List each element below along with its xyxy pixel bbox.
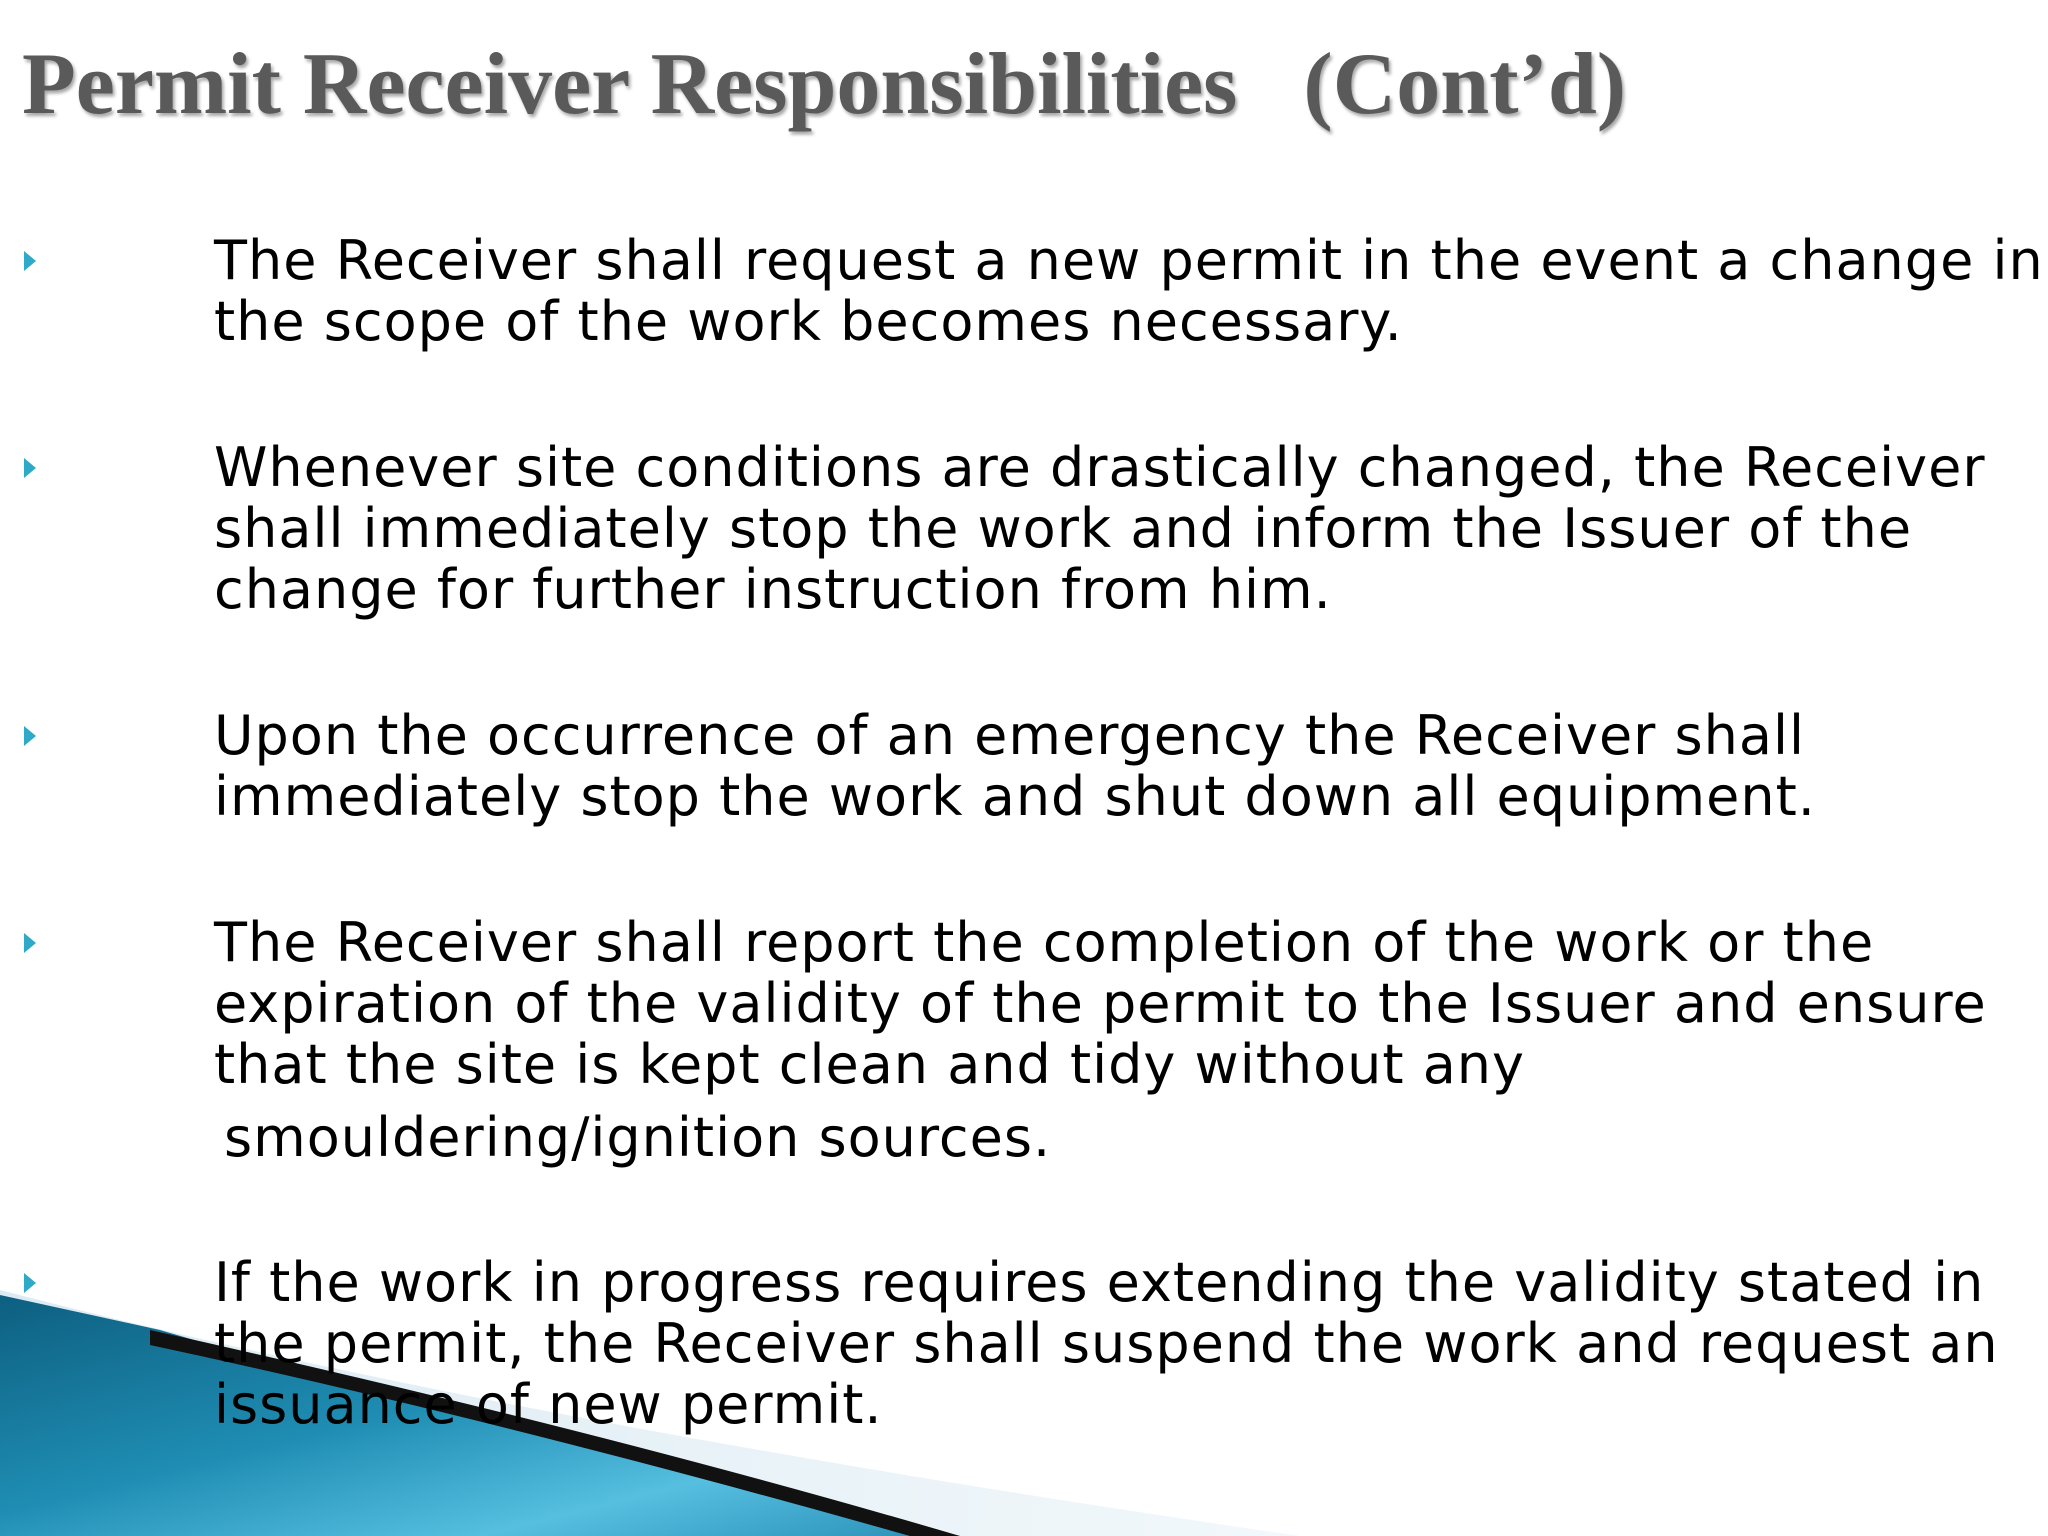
bullet-line: expiration of the validity of the permit to the Issuer and ensure xyxy=(214,972,1987,1035)
bullet-line: shall immediately stop the work and inform the Issuer of the xyxy=(214,497,1913,560)
triangle-right-icon xyxy=(24,726,36,746)
bullet-line: If the work in progress requires extending the validity stated in xyxy=(214,1251,1985,1314)
bullet-text xyxy=(214,437,2034,620)
bullet-line: Upon the occurrence of an emergency the Receiver shall xyxy=(214,704,1805,767)
triangle-right-icon xyxy=(24,251,36,271)
bullet-line: issuance of new permit. xyxy=(214,1373,883,1436)
bullet-text xyxy=(214,1252,2034,1435)
slide-title: Permit Receiver Responsibilities (Cont’d) xyxy=(22,36,1627,133)
bullet-line: the scope of the work becomes necessary. xyxy=(214,290,1403,353)
triangle-right-icon xyxy=(24,933,36,953)
bullet-text xyxy=(214,912,2034,1168)
bullet-line: the permit, the Receiver shall suspend the work and request an xyxy=(214,1312,1999,1375)
bullet-text xyxy=(214,705,2034,827)
bullet-line: Whenever site conditions are drastically changed, the Receiver xyxy=(214,436,1986,499)
bullet-line: The Receiver shall report the completion of the work or the xyxy=(214,911,1875,974)
bullet-line: that the site is kept clean and tidy without any xyxy=(214,1033,1525,1096)
bullet-line: change for further instruction from him. xyxy=(214,558,1332,621)
triangle-right-icon xyxy=(24,1273,36,1293)
triangle-right-icon xyxy=(24,458,36,478)
bullet-line: smouldering/ignition sources. xyxy=(224,1106,1052,1169)
bullet-text xyxy=(214,229,2044,353)
bullet-line: immediately stop the work and shut down all equipment. xyxy=(214,765,1816,828)
bullet-line: The Receiver shall request a new permit in the event a change in xyxy=(214,229,2044,292)
